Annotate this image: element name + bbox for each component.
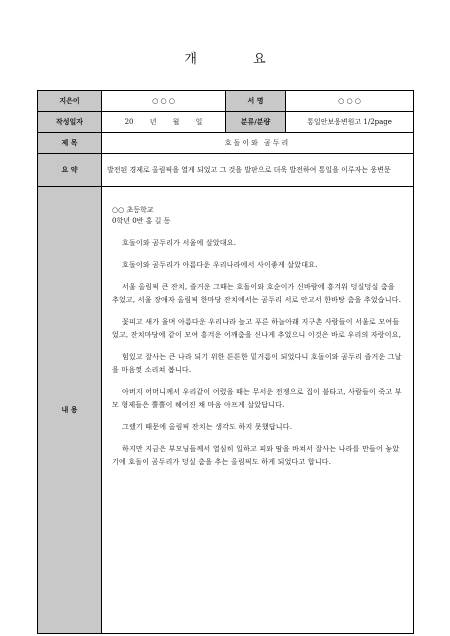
date-value: 20 년 월 일 (102, 112, 226, 133)
category-label: 분류/분량 (226, 112, 286, 133)
paragraph: 호돌이와 곰두리가 서울에 살았대요. (122, 239, 237, 247)
name-label: 서 명 (226, 91, 286, 112)
paragraph: 힘있고 잘사는 큰 나라 되기 위한 튼튼한 밑거름이 되었다니 호돌이와 곰두리 즐거운 그날을 마음껏 소리쳐 봅니다. (112, 353, 402, 374)
category-value: 통일안보웅변원고 1/2page (286, 112, 414, 133)
paragraph: 아버지 어머니께서 우리같이 어렸을 때는 무서운 전쟁으로 집이 불타고, 사람들이 죽고 부모 형제들은 뿔뿔이 헤어진 채 마음 아프게 살았답니다. (112, 388, 402, 409)
subject-label: 제 목 (38, 133, 102, 154)
author-row (38, 91, 414, 112)
author-value: ○ ○ ○ (102, 91, 226, 112)
paragraph: 그랬기 때문에 올림픽 잔치는 생각도 하지 못했답니다. (122, 423, 293, 431)
summary-form-table (37, 90, 414, 634)
name-value: ○ ○ ○ (286, 91, 414, 112)
subject-value: 호돌이와 곰두리 (102, 133, 414, 154)
student-name: 0학년 0반 홍 길 동 (112, 217, 171, 225)
paragraph: 하지만 지금은 부모님들께서 열심히 일하고 피와 땀을 바쳐서 잘사는 나라를 만들어 놓았기에 호돌이 곰두리가 덩실 춤을 추는 올림픽도 하게 되었다고 합니다. (112, 445, 400, 466)
summary-label: 요 약 (38, 154, 102, 187)
content-label: 내 용 (38, 187, 102, 634)
summary-value: 발전된 경제로 올림픽을 열게 되었고 그 것을 발판으로 더욱 발전하여 통일을 이루자는 웅변문 (102, 154, 414, 187)
content-row (38, 187, 414, 634)
summary-row (38, 154, 414, 187)
content-body (102, 187, 414, 634)
paragraph: 호돌이와 곰두리가 아름다운 우리나라에서 사이좋게 살았대요. (122, 261, 318, 269)
paragraph: 서울 올림픽 큰 잔치, 즐거운 그때는 호돌이와 호순이가 신바람에 흥겨워 덩실덩실 춤을 추었고, 서울 장애자 올림픽 한마당 잔치에서는 곰두리 서로 안고서 한바탕 춤을 추었습니다. (112, 283, 402, 304)
subject-row (38, 133, 414, 154)
author-label: 지은이 (38, 91, 102, 112)
paragraph: 꽃피고 새가 울며 아름다운 우리나라 높고 푸른 하늘아래 지구촌 사람들이 서울로 모여들었고, 잔치마당에 같이 모여 흥겨운 어깨춤을 신나게 추었으니 이것은 바로 우리의 자랑이요, (112, 318, 402, 339)
school-name: ○○ 초등학교 (112, 206, 154, 214)
date-label: 작성일자 (38, 112, 102, 133)
document-title: 개 요 (184, 52, 292, 67)
date-row (38, 112, 414, 133)
